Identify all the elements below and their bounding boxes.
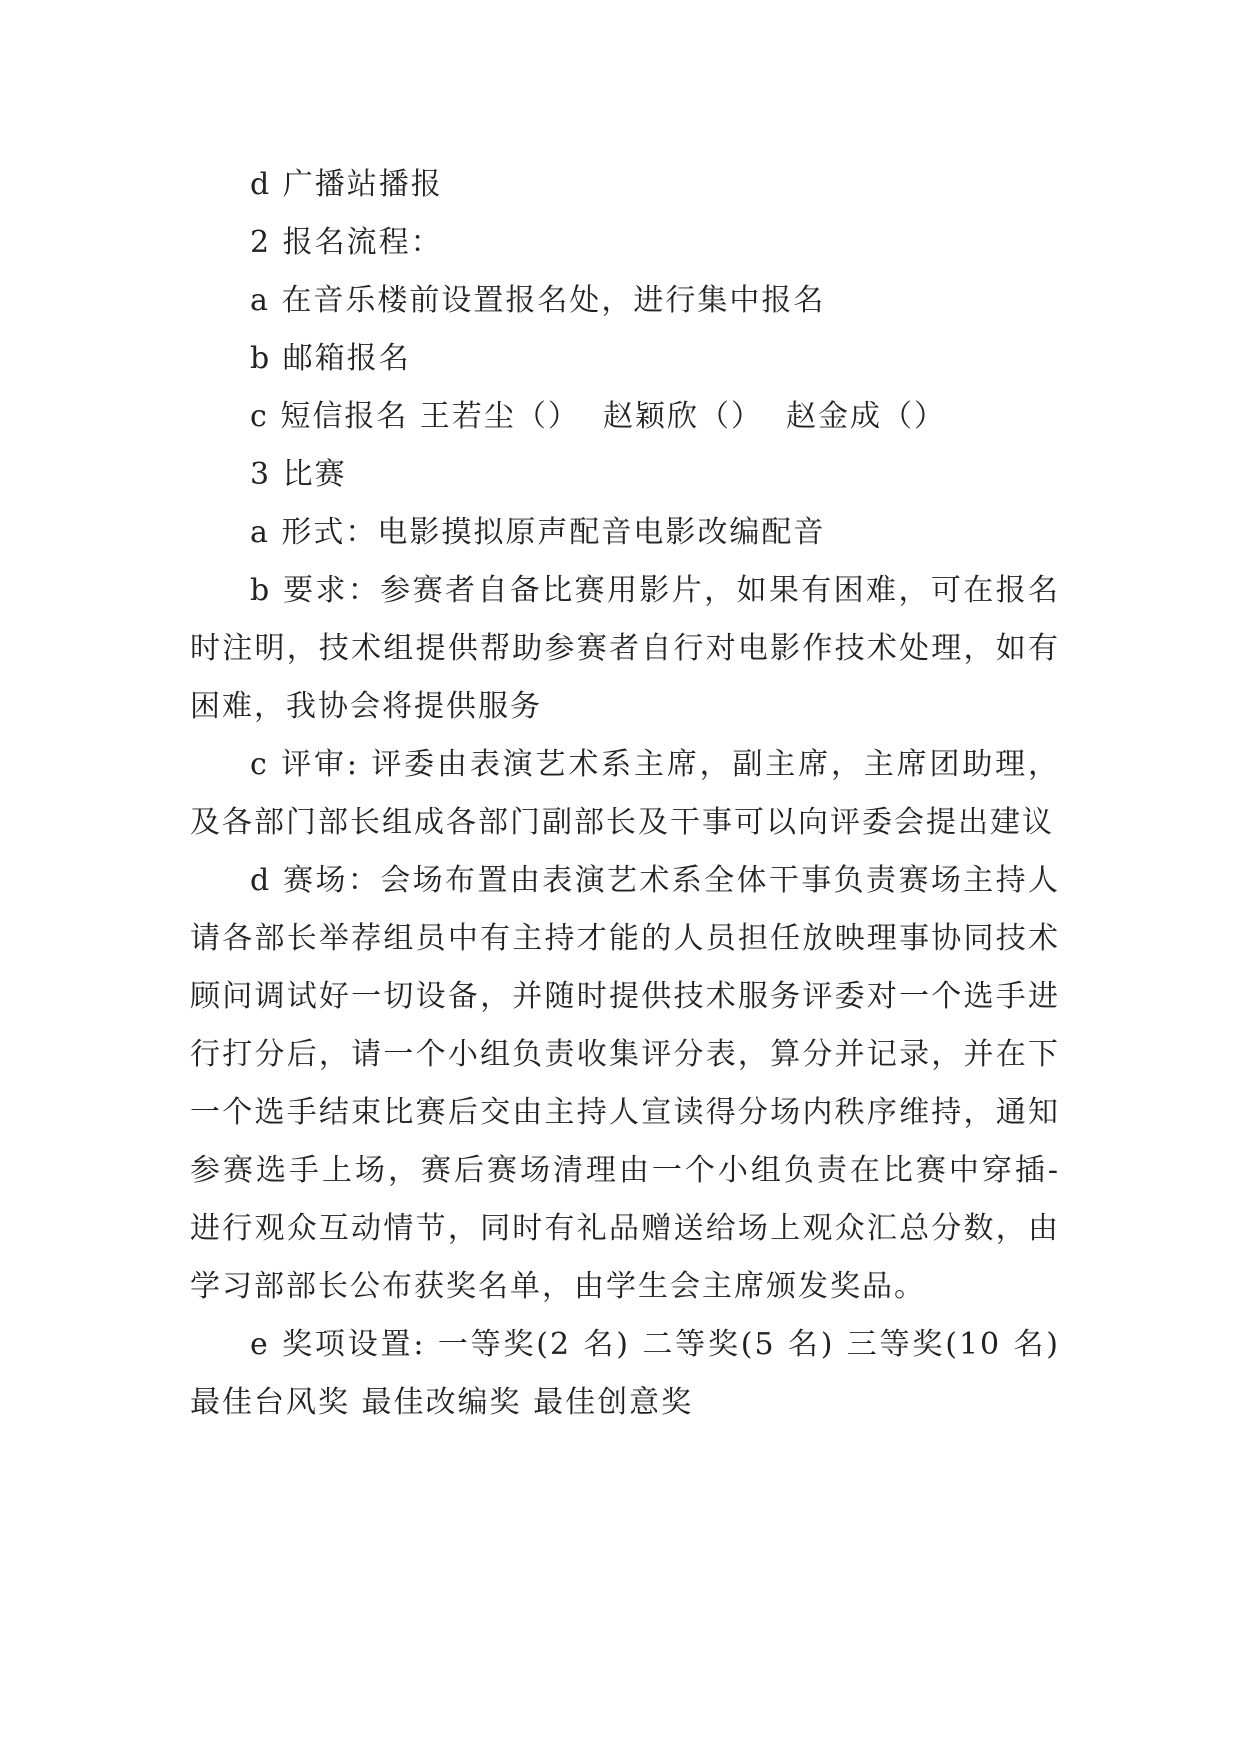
paragraph-email-registration: b 邮箱报名 bbox=[250, 341, 411, 376]
paragraph-sms-registration: c 短信报名 王若尘（） 赵颖欣（） 赵金成（） bbox=[250, 399, 947, 434]
paragraph-judging: c 评审: 评委由表演艺术系主席，副主席，主席团助理，及各部门部长组成各部门副部长及干事可以向评委会提出建议 bbox=[190, 747, 1060, 840]
paragraph-registration-desk: a 在音乐楼前设置报名处，进行集中报名 bbox=[250, 283, 826, 318]
paragraph-venue: d 赛场：会场布置由表演艺术系全体干事负责赛场主持人请各部长举荐组员中有主持才能的人员担任放映理事协同技术顾问调试好一切设备，并随时提供技术服务评委对一个选手进行打分后，请一个小组负责收集评分表，算分并记录，并在下一个选手结束比赛后交由主持人宣读得分场内秩序维持，通知参赛选手上场，赛后赛场清理由一个小组负责在比赛中穿插-进行观众互动情节，同时有礼品赠送给场上观众汇总分数，由学习部部长公布获奖名单，由学生会主席颁发奖品。 bbox=[190, 863, 1060, 1304]
paragraph-awards: e 奖项设置: 一等奖(2 名) 二等奖(5 名) 三等奖(10 名) 最佳台风奖 最佳改编奖 最佳创意奖 bbox=[190, 1327, 1072, 1420]
paragraph-broadcast: d 广播站播报 bbox=[250, 167, 443, 202]
paragraph-registration-process: 2 报名流程： bbox=[250, 225, 443, 260]
document-body bbox=[190, 156, 1072, 1432]
paragraph-competition: 3 比赛 bbox=[250, 457, 347, 492]
paragraph-format: a 形式：电影摸拟原声配音电影改编配音 bbox=[250, 515, 826, 550]
paragraph-requirements: b 要求：参赛者自备比赛用影片，如果有困难，可在报名时注明，技术组提供帮助参赛者自行对电影作技术处理，如有困难，我协会将提供服务 bbox=[190, 573, 1060, 724]
